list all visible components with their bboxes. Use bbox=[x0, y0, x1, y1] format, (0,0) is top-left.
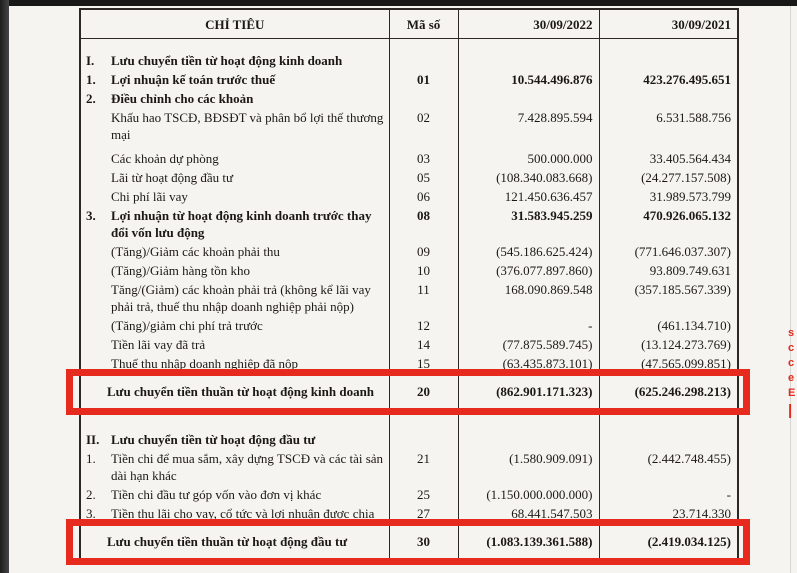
row-label-cell bbox=[80, 51, 389, 70]
table-row bbox=[80, 51, 738, 70]
col-header-2022: 30/09/2022 bbox=[458, 9, 599, 39]
row-value-2022-cell: 121.450.636.457 bbox=[458, 187, 599, 206]
row-value-2022-cell: 168.090.869.548 bbox=[458, 280, 599, 316]
row-label: Tăng/(Giảm) các khoản phải trả (không kể lãi vay phải trả, thuế thu nhập doanh nghiệp phải nộp) bbox=[111, 282, 371, 314]
row-number: 3. bbox=[86, 208, 96, 223]
row-label: Các khoản dự phòng bbox=[111, 151, 219, 166]
row-label-cell bbox=[80, 261, 389, 280]
row-label: Lợi nhuận kế toán trước thuế bbox=[111, 72, 276, 87]
row-code-cell: 02 bbox=[389, 108, 458, 144]
row-value-2021-cell: (24.277.157.508) bbox=[599, 168, 738, 187]
table-row bbox=[80, 449, 738, 485]
row-code-cell: 20 bbox=[389, 374, 458, 410]
row-code-cell: 09 bbox=[389, 242, 458, 261]
row-value-2022-cell: (376.077.897.860) bbox=[458, 261, 599, 280]
row-number: I. bbox=[86, 53, 95, 68]
red-mark: c bbox=[788, 342, 795, 354]
row-label: Thuế thu nhập doanh nghiệp đã nộp bbox=[111, 356, 299, 371]
row-label: Lưu chuyển tiền thuần từ hoạt động đầu tư bbox=[107, 534, 348, 549]
row-label-cell bbox=[80, 449, 389, 485]
row-code-cell bbox=[389, 410, 458, 431]
row-value-2022-cell: (545.186.625.424) bbox=[458, 242, 599, 261]
row-label-cell bbox=[80, 485, 389, 504]
red-mark: s bbox=[788, 327, 795, 339]
row-number: 3. bbox=[86, 506, 96, 521]
row-value-2021-cell: (461.134.710) bbox=[599, 316, 738, 335]
row-code-cell: 12 bbox=[389, 316, 458, 335]
row-number: 2. bbox=[86, 487, 96, 502]
row-value-2021-cell: 31.989.573.799 bbox=[599, 187, 738, 206]
row-label-cell bbox=[80, 335, 389, 354]
row-code-cell: 21 bbox=[389, 449, 458, 485]
cash-flow-table bbox=[79, 8, 739, 561]
row-label-cell bbox=[80, 430, 389, 449]
row-value-2021-cell: 470.926.065.132 bbox=[599, 206, 738, 242]
window-top-bar bbox=[0, 0, 797, 6]
row-value-2021-cell: (357.185.567.339) bbox=[599, 280, 738, 316]
row-code-cell: 25 bbox=[389, 485, 458, 504]
row-label: Tiền lãi vay đã trả bbox=[111, 337, 206, 352]
row-value-2022-cell: 68.441.547.503 bbox=[458, 504, 599, 524]
row-number: 1. bbox=[86, 72, 96, 87]
row-label: Tiền chi để mua sắm, xây dựng TSCĐ và các tài sản dài hạn khác bbox=[111, 451, 384, 483]
row-label: (Tăng)/giảm chi phí trả trước bbox=[111, 318, 263, 333]
row-label-cell bbox=[80, 410, 389, 431]
row-code-cell: 15 bbox=[389, 354, 458, 374]
row-label-cell bbox=[80, 316, 389, 335]
row-value-2022-cell: 10.544.496.876 bbox=[458, 70, 599, 89]
row-label-cell bbox=[80, 108, 389, 144]
row-code-cell bbox=[389, 430, 458, 449]
red-mark: | bbox=[788, 402, 793, 419]
spacer-row bbox=[80, 39, 738, 52]
red-mark: c bbox=[788, 357, 795, 369]
row-code-cell bbox=[389, 51, 458, 70]
row-code-cell: 01 bbox=[389, 70, 458, 89]
table-row bbox=[80, 280, 738, 316]
spacer-row bbox=[80, 410, 738, 431]
red-mark: E bbox=[788, 387, 796, 399]
table-row bbox=[80, 168, 738, 187]
row-label-cell bbox=[80, 524, 389, 561]
row-value-2021-cell: 23.714.330 bbox=[599, 504, 738, 524]
row-label: Lưu chuyển tiền từ hoạt động đầu tư bbox=[111, 432, 316, 447]
row-label: Điều chỉnh cho các khoản bbox=[111, 91, 254, 106]
table-row bbox=[80, 374, 738, 410]
row-code-cell: 14 bbox=[389, 335, 458, 354]
col-header-criteria: CHỈ TIÊU bbox=[80, 9, 389, 39]
row-value-2021-cell: (771.646.037.307) bbox=[599, 242, 738, 261]
row-label: Chi phí lãi vay bbox=[111, 189, 188, 204]
row-label-cell bbox=[80, 354, 389, 374]
page-left-edge-shadow bbox=[0, 0, 9, 573]
row-value-2022-cell: (862.901.171.323) bbox=[458, 374, 599, 410]
row-code-cell: 06 bbox=[389, 187, 458, 206]
table-row bbox=[80, 242, 738, 261]
row-value-2022-cell: 500.000.000 bbox=[458, 144, 599, 168]
table-row bbox=[80, 261, 738, 280]
row-label: Tiền thu lãi cho vay, cổ tức và lợi nhuận được chia bbox=[111, 506, 375, 521]
table-row bbox=[80, 524, 738, 561]
row-value-2021-cell: 423.276.495.651 bbox=[599, 70, 738, 89]
table-row bbox=[80, 108, 738, 144]
row-value-2021-cell bbox=[599, 430, 738, 449]
row-value-2021-cell bbox=[599, 89, 738, 108]
table-row bbox=[80, 335, 738, 354]
row-label: Lưu chuyển tiền thuần từ hoạt động kinh doanh bbox=[107, 384, 375, 399]
row-label: Lãi từ hoạt động đầu tư bbox=[111, 170, 234, 185]
red-mark: e bbox=[788, 372, 795, 384]
page-right-edge-line bbox=[790, 6, 791, 573]
row-label: (Tăng)/Giảm các khoản phải thu bbox=[111, 244, 280, 259]
row-label-cell bbox=[80, 89, 389, 108]
row-value-2022-cell bbox=[458, 89, 599, 108]
row-label-cell bbox=[80, 242, 389, 261]
row-number: II. bbox=[86, 432, 100, 447]
row-code-cell bbox=[389, 39, 458, 52]
row-value-2021-cell: - bbox=[599, 485, 738, 504]
row-value-2021-cell: (2.419.034.125) bbox=[599, 524, 738, 561]
table-body bbox=[80, 39, 738, 561]
row-value-2021-cell: 6.531.588.756 bbox=[599, 108, 738, 144]
row-code-cell: 10 bbox=[389, 261, 458, 280]
table-row bbox=[80, 70, 738, 89]
table-row bbox=[80, 144, 738, 168]
row-value-2022-cell: (1.083.139.361.588) bbox=[458, 524, 599, 561]
row-value-2022-cell: 31.583.945.259 bbox=[458, 206, 599, 242]
row-label: Lưu chuyển tiền từ hoạt động kinh doanh bbox=[111, 53, 343, 68]
row-value-2021-cell bbox=[599, 410, 738, 431]
row-value-2022-cell: (1.580.909.091) bbox=[458, 449, 599, 485]
cash-flow-table-wrap bbox=[79, 8, 737, 561]
row-value-2022-cell: (63.435.873.101) bbox=[458, 354, 599, 374]
row-label: (Tăng)/Giảm hàng tồn kho bbox=[111, 263, 250, 278]
row-code-cell: 05 bbox=[389, 168, 458, 187]
row-code-cell bbox=[389, 89, 458, 108]
row-label-cell bbox=[80, 504, 389, 524]
table-row bbox=[80, 504, 738, 524]
row-value-2022-cell bbox=[458, 410, 599, 431]
row-value-2021-cell: (2.442.748.455) bbox=[599, 449, 738, 485]
table-row bbox=[80, 187, 738, 206]
row-value-2022-cell: (77.875.589.745) bbox=[458, 335, 599, 354]
header-row bbox=[80, 9, 738, 39]
row-value-2022-cell: (108.340.083.668) bbox=[458, 168, 599, 187]
table-row bbox=[80, 89, 738, 108]
row-code-cell: 08 bbox=[389, 206, 458, 242]
row-code-cell: 11 bbox=[389, 280, 458, 316]
table-row bbox=[80, 485, 738, 504]
row-label-cell bbox=[80, 280, 389, 316]
row-label-cell bbox=[80, 187, 389, 206]
row-label-cell bbox=[80, 39, 389, 52]
col-header-code: Mã số bbox=[389, 9, 458, 39]
table-row bbox=[80, 430, 738, 449]
row-value-2021-cell: (47.565.099.851) bbox=[599, 354, 738, 374]
row-value-2021-cell: (13.124.273.769) bbox=[599, 335, 738, 354]
row-value-2022-cell bbox=[458, 430, 599, 449]
row-label-cell bbox=[80, 168, 389, 187]
table-row bbox=[80, 206, 738, 242]
red-margin-marks bbox=[788, 326, 797, 421]
row-code-cell: 27 bbox=[389, 504, 458, 524]
row-value-2021-cell: 93.809.749.631 bbox=[599, 261, 738, 280]
row-number: 2. bbox=[86, 91, 96, 106]
row-value-2022-cell: 7.428.895.594 bbox=[458, 108, 599, 144]
row-value-2022-cell bbox=[458, 39, 599, 52]
table-row bbox=[80, 316, 738, 335]
row-label-cell bbox=[80, 374, 389, 410]
row-label: Khấu hao TSCĐ, BĐSĐT và phân bổ lợi thế thương mại bbox=[111, 110, 384, 142]
row-value-2021-cell bbox=[599, 51, 738, 70]
row-value-2021-cell bbox=[599, 39, 738, 52]
row-code-cell: 30 bbox=[389, 524, 458, 561]
row-value-2022-cell: (1.150.000.000.000) bbox=[458, 485, 599, 504]
col-header-2021: 30/09/2021 bbox=[599, 9, 738, 39]
row-label-cell bbox=[80, 206, 389, 242]
row-label: Tiền chi đầu tư góp vốn vào đơn vị khác bbox=[111, 487, 322, 502]
row-value-2021-cell: (625.246.298.213) bbox=[599, 374, 738, 410]
table-row bbox=[80, 354, 738, 374]
row-value-2021-cell: 33.405.564.434 bbox=[599, 144, 738, 168]
row-value-2022-cell bbox=[458, 51, 599, 70]
row-label: Lợi nhuận từ hoạt động kinh doanh trước thay đổi vốn lưu động bbox=[111, 208, 372, 240]
row-number: 1. bbox=[86, 451, 96, 466]
row-value-2022-cell: - bbox=[458, 316, 599, 335]
row-code-cell: 03 bbox=[389, 144, 458, 168]
row-label-cell bbox=[80, 70, 389, 89]
row-label-cell bbox=[80, 144, 389, 168]
